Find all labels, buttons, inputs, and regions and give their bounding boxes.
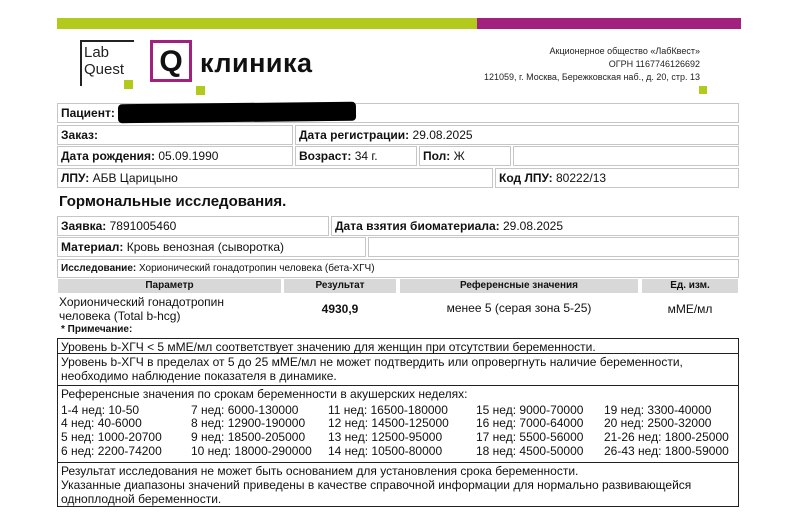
reference-cell: 8 нед: 12900-190000 (191, 416, 306, 430)
material-value: Кровь венозная (сыворотка) (126, 240, 285, 254)
registration-date-field (295, 125, 739, 145)
q-clinic-logo-square (196, 86, 205, 95)
results-unit: мМЕ/мл (667, 302, 713, 316)
q-clinic-logo (150, 40, 192, 82)
reference-cell: 18 нед: 4500-50000 (476, 444, 584, 458)
material-label: Материал: (61, 240, 124, 254)
results-reference: менее 5 (серая зона 5-25) (446, 301, 592, 315)
results-parameter-line2: человека (Total b-hcg) (59, 309, 181, 323)
results-parameter-line1: Хорионический гонадотропин (59, 295, 225, 309)
study-value: Хорионический гонадотропин человека (бета-ХГЧ) (139, 263, 375, 274)
results-header-result: Результат (284, 279, 396, 293)
q-clinic-logo-letter: Q (159, 45, 183, 78)
reference-cell: 7 нед: 6000-130000 (191, 403, 299, 417)
reference-cell: 13 нед: 12500-95000 (328, 430, 443, 444)
results-header-parameter: Параметр (58, 279, 281, 293)
birth-date-value: 05.09.1990 (158, 149, 219, 163)
note-2-line2: необходимо наблюдение показателя в динамике. (61, 369, 337, 383)
note-box-2 (57, 353, 739, 386)
company-name: Акционерное общество «ЛабКвест» (549, 46, 700, 56)
empty-material-field (368, 237, 739, 257)
reference-cell: 14 нед: 10500-80000 (328, 444, 443, 458)
age-value: 34 г. (354, 149, 378, 163)
labquest-logo-line1: Lab (84, 44, 110, 61)
age-label: Возраст: (299, 149, 352, 163)
company-info (440, 45, 700, 84)
reference-cell: 21-26 нед: 1800-25000 (604, 430, 729, 444)
birth-date-field (57, 146, 293, 166)
registration-date-value: 29.08.2025 (412, 128, 473, 142)
lpu-code-value: 80222/13 (556, 171, 607, 185)
final-note-line2: Указанные диапазоны значений приведены в качестве справочной информации для нормально развивающейся (61, 478, 692, 492)
results-header-reference: Референсные значения (400, 279, 638, 293)
reference-cell: 11 нед: 16500-180000 (328, 403, 448, 417)
sex-value: Ж (453, 149, 465, 163)
empty-field (513, 146, 739, 166)
reference-cell: 26-43 нед: 1800-59000 (604, 444, 729, 458)
reference-cell: 6 нед: 2200-74200 (61, 444, 162, 458)
reference-cell: 4 нед: 40-6000 (61, 416, 142, 430)
request-field (57, 216, 329, 236)
section-title: Гормональные исследования. (59, 193, 287, 210)
note-title: * Примечание: (61, 324, 133, 335)
results-parameter (59, 295, 283, 323)
reference-cell: 1-4 нед: 10-50 (61, 403, 140, 417)
note-1-text: Уровень b-ХГЧ < 5 мМЕ/мл соответствует значению для женщин при отсутствии беременности. (61, 340, 596, 354)
study-label: Исследование: (61, 263, 137, 274)
study-field (57, 259, 739, 278)
birth-date-label: Дата рождения: (61, 149, 156, 163)
note-box-1 (57, 338, 739, 354)
labquest-logo-line2: Quest (84, 61, 125, 78)
final-note-line1: Результат исследования не может быть основанием для установления срока беременности. (61, 464, 579, 478)
header-green-bar (57, 18, 477, 29)
q-clinic-logo-text: клиника (200, 48, 313, 78)
note-2-line1: Уровень b-ХГЧ в пределах от 5 до 25 мМЕ/мл не может подтвердить или опровергнуть наличие беременности, (61, 355, 683, 369)
lpu-label: ЛПУ: (61, 171, 90, 185)
header-right-square (699, 86, 707, 94)
note-box-final (57, 462, 739, 507)
request-value: 7891005460 (109, 219, 177, 233)
reference-cell: 16 нед: 7000-64000 (476, 416, 584, 430)
patient-label: Пациент: (61, 106, 115, 120)
reference-cell: 19 нед: 3300-40000 (604, 403, 712, 417)
results-header-unit: Ед. изм. (642, 279, 738, 293)
results-value: 4930,9 (321, 302, 359, 316)
order-field (57, 125, 293, 145)
order-label: Заказ: (61, 128, 98, 142)
reference-cell: 10 нед: 18000-290000 (191, 444, 312, 458)
reference-cell: 12 нед: 14500-125000 (328, 416, 449, 430)
final-note-line3: одноплодной беременности. (61, 492, 222, 506)
reference-table-title: Референсные значения по срокам беременности в акушерских неделях: (61, 387, 468, 401)
sex-field (419, 146, 511, 166)
reference-cell: 9 нед: 18500-205000 (191, 430, 306, 444)
reference-cell: 15 нед: 9000-70000 (476, 403, 584, 417)
lpu-field (57, 168, 493, 188)
material-field (57, 237, 366, 257)
reference-cell: 20 нед: 2500-32000 (604, 416, 712, 430)
lpu-code-label: Код ЛПУ: (499, 171, 553, 185)
request-label: Заявка: (61, 219, 107, 233)
sample-date-field (331, 216, 739, 236)
registration-date-label: Дата регистрации: (299, 128, 410, 142)
lpu-value: АБВ Царицыно (92, 171, 178, 185)
labquest-logo-square (124, 80, 133, 89)
header-purple-bar (477, 18, 741, 29)
note-box-references (57, 385, 739, 463)
reference-cell: 5 нед: 1000-20700 (61, 430, 162, 444)
patient-name-redaction (118, 102, 356, 123)
sample-date-value: 29.08.2025 (502, 219, 564, 233)
sex-label: Пол: (423, 149, 451, 163)
reference-cell: 17 нед: 5500-56000 (476, 430, 584, 444)
age-field (295, 146, 417, 166)
lpu-code-field (495, 168, 739, 188)
company-ogrn: ОГРН 1167746126692 (608, 59, 700, 69)
sample-date-label: Дата взятия биоматериала: (335, 219, 500, 233)
company-address: 121059, г. Москва, Бережковская наб., д. 20, стр. 13 (483, 72, 700, 82)
